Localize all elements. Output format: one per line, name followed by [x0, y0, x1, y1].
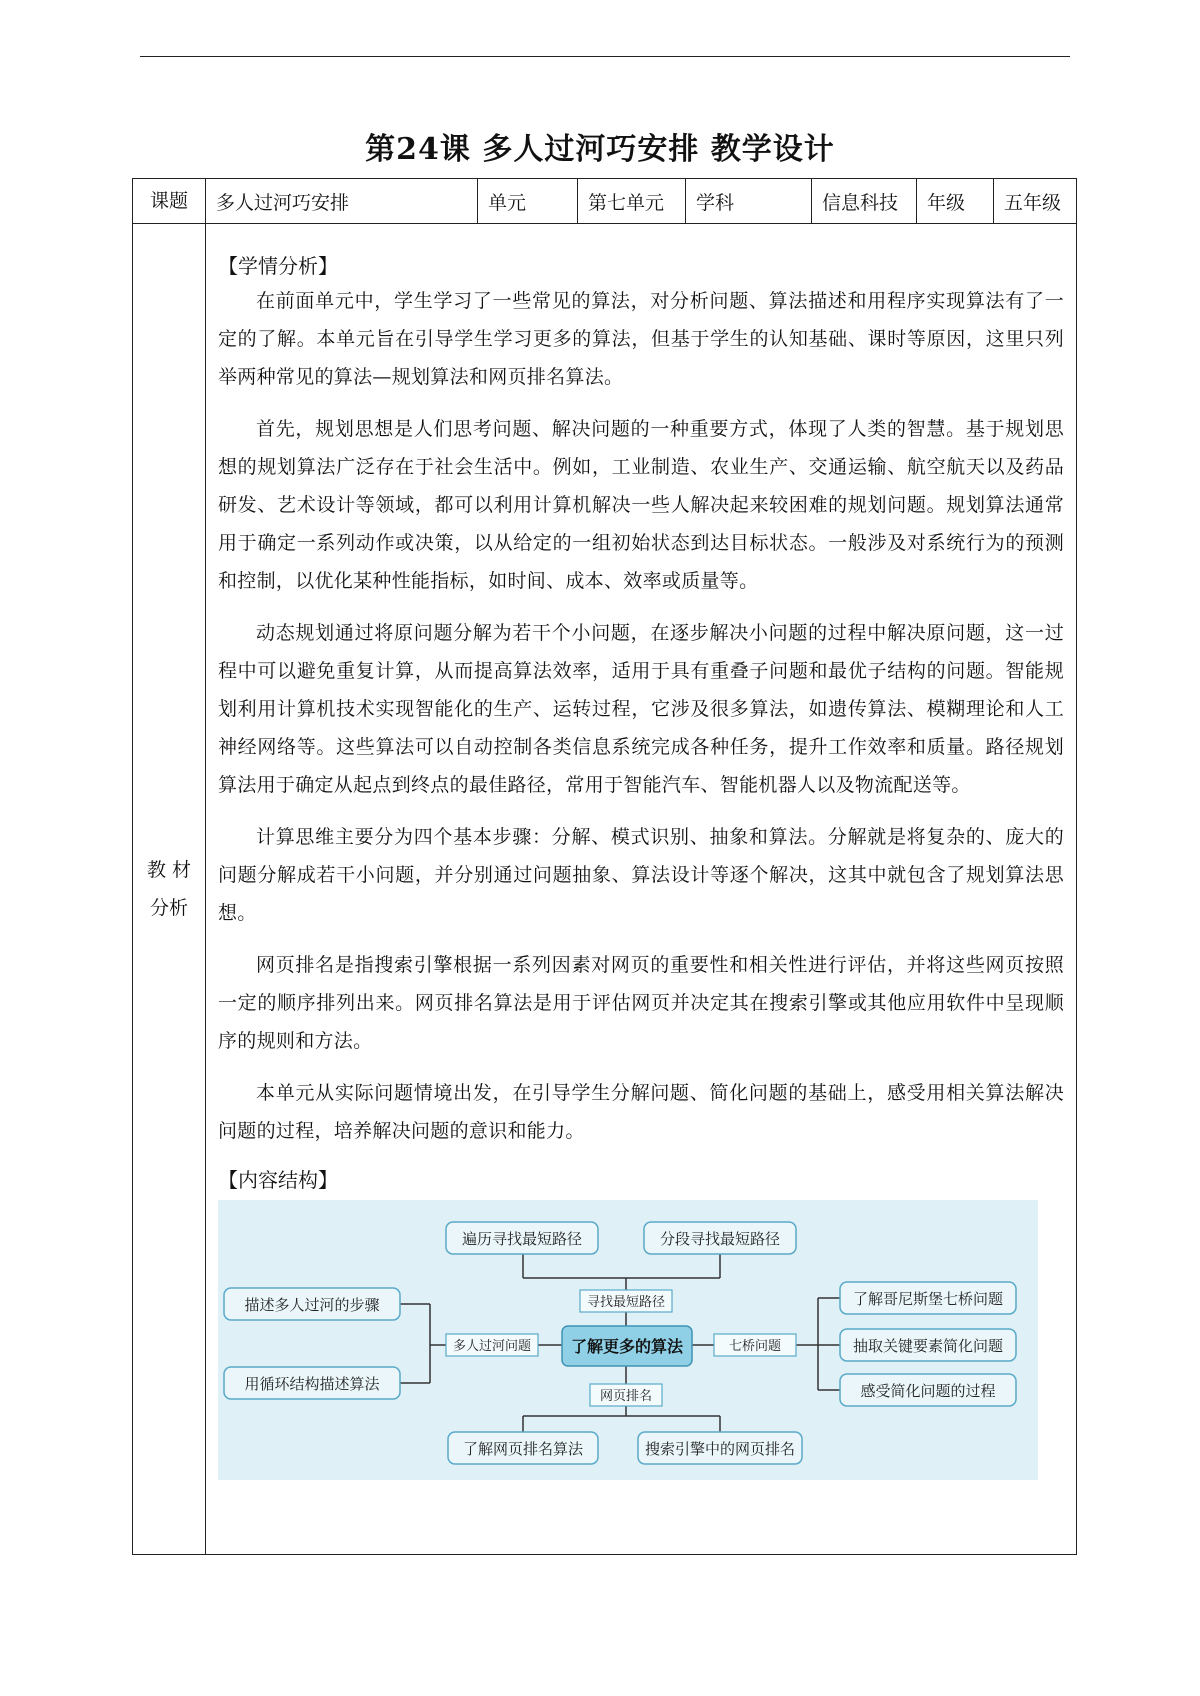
section-label-line1: 教 材 [146, 859, 192, 881]
paragraph: 计算思维主要分为四个基本步骤：分解、模式识别、抽象和算法。分解就是将复杂的、庞大的问题分解成若干小问题，并分别通过问题抽象、算法设计等逐个解决，这其中就包含了规划算法思想。 [218, 826, 1064, 924]
grade-value: 五年级 [994, 179, 1077, 224]
branch-left-label: 多人过河问题 [452, 1339, 532, 1354]
content-structure-mindmap [218, 1200, 1038, 1480]
header-row [133, 179, 1077, 224]
top-leaf-2-label: 分段寻找最短路径 [659, 1230, 781, 1248]
branch-top [580, 1290, 672, 1312]
bottom-leaf-1-label: 了解网页排名算法 [462, 1440, 584, 1458]
left-leaf-2-label: 用循环结构描述算法 [244, 1375, 380, 1393]
center-node [562, 1326, 692, 1366]
top-leaf-2 [644, 1222, 796, 1254]
top-leaf-1-label: 遍历寻找最短路径 [461, 1230, 583, 1248]
analysis-heading: 【学情分析】 [218, 254, 338, 278]
branch-bottom [590, 1384, 662, 1406]
left-leaf-2 [224, 1367, 400, 1399]
topic-value: 多人过河巧安排 [206, 179, 478, 224]
left-leaf-1 [224, 1288, 400, 1320]
section-label-line2: 分析 [149, 897, 188, 919]
header-rule [140, 56, 1070, 57]
unit-label: 单元 [478, 179, 578, 224]
right-leaf-2-label: 抽取关键要素简化问题 [852, 1337, 1004, 1355]
branch-left [446, 1334, 538, 1356]
grade-label: 年级 [917, 179, 994, 224]
right-leaf-2 [840, 1329, 1016, 1361]
paragraph: 网页排名是指搜索引擎根据一系列因素对网页的重要性和相关性进行评估，并将这些网页按照一定的顺序排列出来。网页排名算法是用于评估网页并决定其在搜索引擎或其他应用软件中呈现顺序的规则和方法。 [218, 954, 1064, 1052]
bottom-leaf-2-label: 搜索引擎中的网页排名 [644, 1440, 796, 1458]
paragraph: 在前面单元中，学生学习了一些常见的算法，对分析问题、算法描述和用程序实现算法有了一定的了解。本单元旨在引导学生学习更多的算法，但基于学生的认知基础、课时等原因，这里只列举两种常见的算法—规划算法和网页排名算法。 [218, 290, 1064, 388]
paragraph: 首先，规划思想是人们思考问题、解决问题的一种重要方式，体现了人类的智慧。基于规划思想的规划算法广泛存在于社会生活中。例如，工业制造、农业生产、交通运输、航空航天以及药品研发、艺术设计等领域，都可以利用计算机解决一些人解决起来较困难的规划问题。规划算法通常用于确定一系列动作或决策，以从给定的一组初始状态到达目标状态。一般涉及对系统行为的预测和控制，以优化某种性能指标，如时间、成本、效率或质量等。 [218, 418, 1064, 592]
branch-right-label: 七桥问题 [728, 1339, 782, 1354]
topic-label: 课题 [133, 179, 206, 224]
branch-right [714, 1334, 796, 1356]
subject-label: 学科 [686, 179, 812, 224]
top-leaf-1 [446, 1222, 598, 1254]
page-title: 第24课 多人过河巧安排 教学设计 [365, 132, 835, 167]
branch-top-label: 寻找最短路径 [586, 1295, 666, 1310]
right-leaf-1 [840, 1282, 1016, 1314]
section-label [133, 224, 206, 1555]
center-node-label: 了解更多的算法 [570, 1337, 684, 1356]
left-leaf-1-label: 描述多人过河的步骤 [244, 1296, 380, 1314]
bottom-leaf-1 [448, 1432, 598, 1464]
right-leaf-1-label: 了解哥尼斯堡七桥问题 [852, 1290, 1004, 1308]
lesson-table [132, 178, 1077, 1555]
unit-value: 第七单元 [578, 179, 686, 224]
subject-value: 信息科技 [812, 179, 917, 224]
bottom-leaf-2 [638, 1432, 802, 1464]
right-leaf-3 [840, 1374, 1016, 1406]
structure-heading: 【内容结构】 [218, 1168, 338, 1192]
right-leaf-3-label: 感受简化问题的过程 [860, 1382, 996, 1400]
branch-bottom-label: 网页排名 [599, 1389, 653, 1404]
paragraph: 动态规划通过将原问题分解为若干个小问题，在逐步解决小问题的过程中解决原问题，这一过程中可以避免重复计算，从而提高算法效率，适用于具有重叠子问题和最优子结构的问题。智能规划利用计算机技术实现智能化的生产、运转过程，它涉及很多算法，如遗传算法、模糊理论和人工神经网络等。这些算法可以自动控制各类信息系统完成各种任务，提升工作效率和质量。路径规划算法用于确定从起点到终点的最佳路径，常用于智能汽车、智能机器人以及物流配送等。 [218, 622, 1064, 796]
analysis-content [206, 224, 1077, 1555]
paragraph: 本单元从实际问题情境出发，在引导学生分解问题、简化问题的基础上，感受用相关算法解决问题的过程，培养解决问题的意识和能力。 [218, 1082, 1064, 1142]
analysis-row [133, 224, 1077, 1555]
